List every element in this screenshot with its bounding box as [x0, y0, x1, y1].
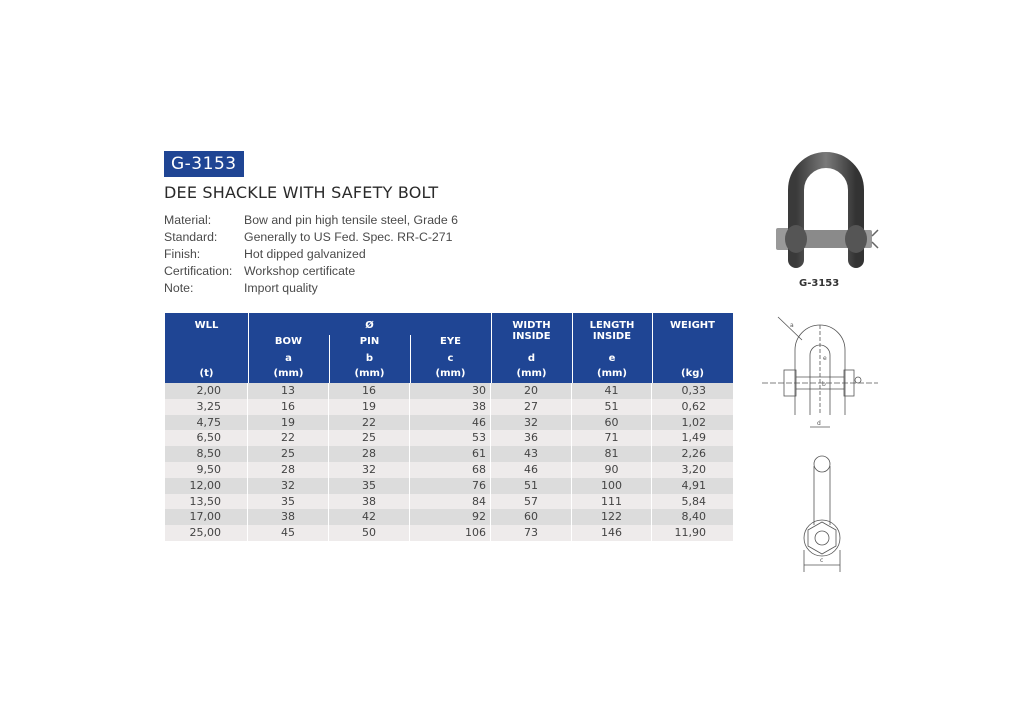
header-width-2: INSIDE: [512, 331, 551, 342]
cell-pin: 22: [329, 415, 410, 431]
spec-label: Finish:: [164, 247, 201, 261]
spec-list: [164, 212, 458, 297]
table-row: [165, 509, 733, 525]
cell-length: 90: [572, 462, 652, 478]
table-row: [165, 462, 733, 478]
cell-weight: 0,62: [681, 399, 706, 413]
header-wll: WLL: [194, 320, 219, 331]
cell-weight: 5,84: [681, 494, 706, 508]
spec-label: Standard:: [164, 230, 218, 244]
photo-caption: G-3153: [799, 278, 840, 289]
cell-width: 27: [491, 399, 572, 415]
cell-weight: 1,02: [681, 415, 706, 429]
table-row: [165, 478, 733, 494]
spec-row-certification: [164, 263, 458, 280]
header-length-unit: (mm): [597, 368, 627, 379]
cell-pin: 50: [329, 525, 410, 541]
header-bow: BOW: [274, 336, 303, 347]
table-row: [165, 383, 733, 399]
cell-eye: 76: [410, 478, 491, 494]
cell-pin: 16: [329, 383, 410, 399]
header-weight: WEIGHT: [670, 320, 715, 331]
cell-length: 100: [572, 478, 652, 494]
spec-value: Import quality: [244, 281, 318, 295]
cell-eye: 106: [410, 525, 491, 541]
shackle-front-drawing: [760, 315, 880, 440]
cell-eye: 30: [410, 383, 491, 399]
cell-width: 36: [491, 430, 572, 446]
dim-label-e: e: [823, 355, 827, 362]
cell-eye: 92: [410, 509, 491, 525]
cell-weight: 1,49: [681, 431, 706, 445]
cell-pin: 28: [329, 446, 410, 462]
cell-bow: 28: [248, 462, 329, 478]
cell-bow: 22: [248, 430, 329, 446]
cell-pin: 38: [329, 494, 410, 510]
table-row: [165, 399, 733, 415]
dim-label-c: c: [820, 557, 824, 564]
header-pin-sym: b: [365, 353, 374, 364]
cell-bow: 45: [248, 525, 329, 541]
cell-wll: 8,50: [165, 446, 248, 462]
table-row: [165, 525, 733, 541]
cell-wll: 12,00: [165, 478, 248, 494]
spec-label: Note:: [164, 281, 194, 295]
cell-weight: 2,26: [681, 447, 706, 461]
table-row: [165, 446, 733, 462]
cell-bow: 25: [248, 446, 329, 462]
header-pin: PIN: [359, 336, 380, 347]
spec-row-finish: [164, 246, 458, 263]
cell-weight: 3,20: [681, 462, 706, 476]
table-body: [165, 383, 733, 541]
product-code-badge: G-3153: [164, 151, 244, 177]
cell-wll: 17,00: [165, 509, 248, 525]
header-wll-unit: (t): [199, 368, 214, 379]
cell-wll: 6,50: [165, 430, 248, 446]
shackle-side-drawing: [795, 450, 855, 575]
header-length-2: INSIDE: [592, 331, 632, 342]
cell-bow: 35: [248, 494, 329, 510]
dim-label-d: d: [817, 420, 821, 427]
cell-pin: 25: [329, 430, 410, 446]
header-eye: EYE: [440, 336, 461, 347]
cell-bow: 19: [248, 415, 329, 431]
cell-length: 146: [572, 525, 652, 541]
cell-wll: 9,50: [165, 462, 248, 478]
table-row: [165, 415, 733, 431]
cell-width: 73: [491, 525, 572, 541]
spec-row-note: [164, 280, 458, 297]
header-weight-unit: (kg): [681, 368, 704, 379]
dim-label-a: a: [790, 322, 794, 329]
header-length: LENGTH: [589, 320, 635, 331]
cell-pin: 42: [329, 509, 410, 525]
product-title: DEE SHACKLE WITH SAFETY BOLT: [164, 183, 439, 202]
cell-eye: 68: [410, 462, 491, 478]
header-width-unit: (mm): [516, 368, 547, 379]
cell-width: 32: [491, 415, 572, 431]
cell-length: 111: [572, 494, 652, 510]
header-eye-unit: (mm): [435, 368, 466, 379]
cell-bow: 16: [248, 399, 329, 415]
cell-length: 51: [572, 399, 652, 415]
cell-bow: 38: [248, 509, 329, 525]
cell-wll: 13,50: [165, 494, 248, 510]
cell-width: 57: [491, 494, 572, 510]
cell-weight: 8,40: [681, 510, 706, 524]
cell-eye: 46: [410, 415, 491, 431]
cell-width: 60: [491, 509, 572, 525]
header-eye-sym: c: [447, 353, 454, 364]
table-row: [165, 494, 733, 510]
cell-bow: 13: [248, 383, 329, 399]
header-length-sym: e: [608, 353, 616, 364]
spec-value: Bow and pin high tensile steel, Grade 6: [244, 213, 458, 227]
header-pin-unit: (mm): [354, 368, 385, 379]
dim-label-b: b: [822, 381, 826, 388]
header-bow-unit: (mm): [273, 368, 304, 379]
shackle-photo: [772, 150, 882, 270]
spec-row-standard: [164, 229, 458, 246]
cell-weight: 11,90: [674, 526, 706, 540]
cell-width: 46: [491, 462, 572, 478]
cell-wll: 4,75: [165, 415, 248, 431]
cell-eye: 38: [410, 399, 491, 415]
cell-pin: 32: [329, 462, 410, 478]
header-width: WIDTH: [512, 320, 551, 331]
cell-length: 71: [572, 430, 652, 446]
cell-eye: 61: [410, 446, 491, 462]
cell-wll: 25,00: [165, 525, 248, 541]
header-diameter: Ø: [365, 320, 374, 331]
cell-eye: 53: [410, 430, 491, 446]
cell-bow: 32: [248, 478, 329, 494]
spec-value: Workshop certificate: [244, 264, 356, 278]
spec-label: Material:: [164, 213, 212, 227]
table-row: [165, 430, 733, 446]
cell-weight: 4,91: [681, 478, 706, 492]
cell-width: 20: [491, 383, 572, 399]
cell-pin: 19: [329, 399, 410, 415]
cell-length: 81: [572, 446, 652, 462]
spec-value: Generally to US Fed. Spec. RR-C-271: [244, 230, 453, 244]
spec-value: Hot dipped galvanized: [244, 247, 366, 261]
cell-length: 41: [572, 383, 652, 399]
cell-length: 122: [572, 509, 652, 525]
table-header: [165, 313, 733, 383]
cell-width: 43: [491, 446, 572, 462]
cell-eye: 84: [410, 494, 491, 510]
header-bow-sym: a: [285, 353, 292, 364]
cell-weight: 0,33: [681, 384, 706, 397]
spec-label: Certification:: [164, 264, 233, 278]
cell-length: 60: [572, 415, 652, 431]
cell-wll: 3,25: [165, 399, 248, 415]
header-width-sym: d: [527, 353, 536, 364]
cell-pin: 35: [329, 478, 410, 494]
cell-width: 51: [491, 478, 572, 494]
cell-wll: 2,00: [165, 383, 248, 399]
spec-row-material: [164, 212, 458, 229]
